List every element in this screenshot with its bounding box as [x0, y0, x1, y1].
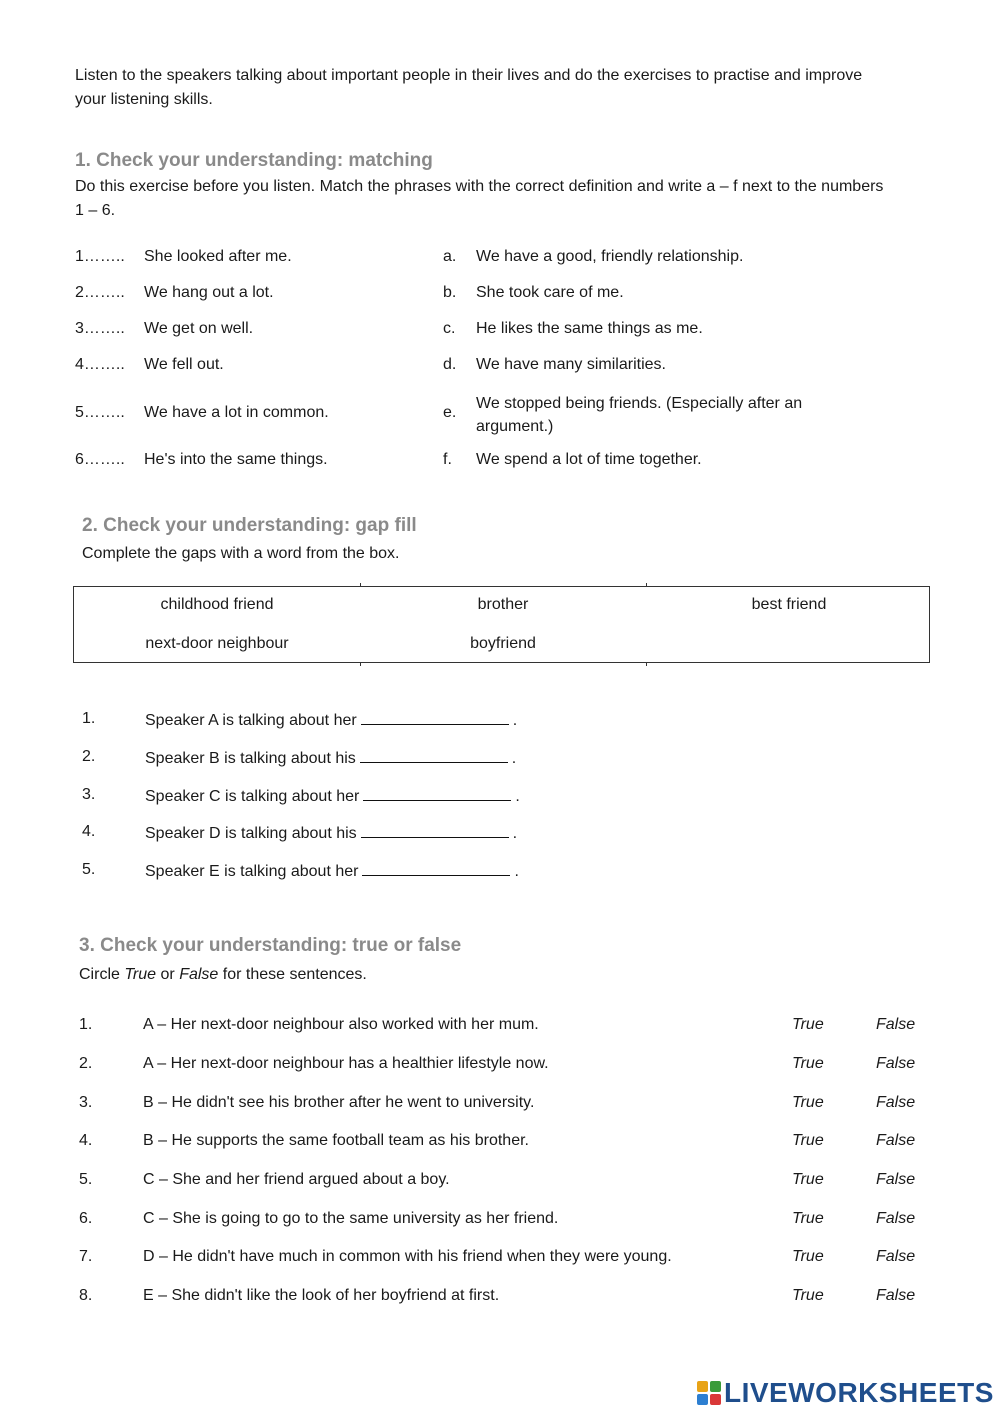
word-box-divider: [360, 583, 361, 587]
matching-definition: She took care of me.: [476, 284, 624, 301]
matching-row: [0, 284, 1000, 308]
matching-row: [0, 320, 1000, 344]
section1-instruction: Do this exercise before you listen. Match the phrases with the correct definition and write a – f next to the numbers 1 – 6.: [75, 178, 884, 219]
gap-fill-sentence: Speaker C is talking about her: [145, 788, 360, 805]
false-option[interactable]: False: [876, 1132, 916, 1149]
gap-fill-blank[interactable]: [360, 748, 508, 763]
false-option[interactable]: False: [876, 1248, 916, 1265]
true-false-row: [0, 1210, 1000, 1234]
matching-number[interactable]: 1……..: [75, 248, 125, 265]
matching-letter: d.: [443, 356, 457, 373]
matching-number[interactable]: 2……..: [75, 284, 125, 301]
gap-fill-end: .: [514, 863, 519, 880]
section3-heading: 3. Check your understanding: true or false: [79, 935, 462, 956]
word-box-item: childhood friend: [160, 596, 274, 613]
gap-fill-end: .: [512, 712, 518, 729]
matching-letter: a.: [443, 248, 457, 265]
tf-number: 5.: [79, 1171, 93, 1188]
gap-fill-sentence: Speaker B is talking about his: [145, 750, 356, 767]
gap-fill-end: .: [511, 750, 517, 767]
word-box-divider: [646, 662, 647, 666]
matching-row: [0, 395, 1000, 435]
false-option[interactable]: False: [876, 1055, 916, 1072]
true-false-row: [0, 1248, 1000, 1272]
gap-fill-row: [0, 786, 1000, 810]
gap-fill-number: 5.: [82, 861, 96, 878]
true-false-row: [0, 1094, 1000, 1118]
true-option[interactable]: True: [792, 1094, 824, 1111]
tf-number: 3.: [79, 1094, 93, 1111]
word-box-item: next-door neighbour: [145, 635, 289, 652]
gap-fill-number: 3.: [82, 786, 96, 803]
gap-fill-row: [0, 748, 1000, 772]
word-box-item: brother: [477, 596, 529, 613]
tf-statement: C – She is going to go to the same university as her friend.: [143, 1210, 559, 1227]
matching-letter: c.: [443, 320, 456, 337]
true-false-row: [0, 1171, 1000, 1195]
gap-fill-blank[interactable]: [363, 786, 511, 801]
true-false-row: [0, 1287, 1000, 1311]
logo-square-icon: [697, 1381, 708, 1392]
true-option[interactable]: True: [792, 1055, 824, 1072]
word-box-item: boyfriend: [470, 635, 536, 652]
tf-statement: C – She and her friend argued about a boy.: [143, 1171, 450, 1188]
matching-phrase: We fell out.: [144, 356, 224, 373]
matching-phrase: We get on well.: [144, 320, 254, 337]
gap-fill-blank[interactable]: [361, 823, 509, 838]
gap-fill-end: .: [512, 825, 518, 842]
tf-statement: E – She didn't like the look of her boyfriend at first.: [143, 1287, 500, 1304]
true-false-row: [0, 1132, 1000, 1156]
gap-fill-blank[interactable]: [361, 710, 509, 725]
true-option[interactable]: True: [792, 1016, 824, 1033]
gap-fill-number: 4.: [82, 823, 96, 840]
section2-heading: 2. Check your understanding: gap fill: [82, 515, 417, 536]
gap-fill-row: [0, 823, 1000, 847]
gap-fill-sentence: Speaker A is talking about her: [145, 712, 357, 729]
instruction-false: False: [179, 966, 219, 983]
tf-number: 2.: [79, 1055, 93, 1072]
logo-square-icon: [710, 1394, 721, 1405]
matching-number[interactable]: 3……..: [75, 320, 125, 337]
false-option[interactable]: False: [876, 1171, 916, 1188]
matching-definition: We spend a lot of time together.: [476, 451, 702, 468]
gap-fill-sentence: Speaker D is talking about his: [145, 825, 357, 842]
gap-fill-row: [0, 710, 1000, 734]
tf-number: 4.: [79, 1132, 93, 1149]
logo-mark-icon: [697, 1381, 721, 1405]
gap-fill-number: 1.: [82, 710, 96, 727]
matching-letter: f.: [443, 451, 452, 468]
matching-definition: He likes the same things as me.: [476, 320, 703, 337]
tf-statement: B – He supports the same football team as his brother.: [143, 1132, 529, 1149]
gap-fill-sentence: Speaker E is talking about her: [145, 863, 359, 880]
matching-phrase: He's into the same things.: [144, 451, 328, 468]
matching-definition: We have many similarities.: [476, 356, 666, 373]
word-box-divider: [360, 662, 361, 666]
logo-text: LIVEWORKSHEETS: [724, 1377, 994, 1408]
true-false-row: [0, 1055, 1000, 1079]
word-box-divider: [646, 583, 647, 587]
tf-statement: A – Her next-door neighbour has a healthier lifestyle now.: [143, 1055, 549, 1072]
gap-fill-row: [0, 861, 1000, 885]
true-option[interactable]: True: [792, 1210, 824, 1227]
matching-definition: We have a good, friendly relationship.: [476, 248, 744, 265]
tf-statement: D – He didn't have much in common with his friend when they were young.: [143, 1248, 672, 1265]
gap-fill-number: 2.: [82, 748, 96, 765]
intro-text: Listen to the speakers talking about important people in their lives and do the exercises to practise and improve your listening skills.: [75, 67, 863, 108]
instruction-true: True: [124, 966, 157, 983]
tf-number: 8.: [79, 1287, 93, 1304]
tf-statement: B – He didn't see his brother after he went to university.: [143, 1094, 535, 1111]
section3-instruction: [79, 963, 367, 987]
word-box-item: best friend: [751, 596, 827, 613]
gap-fill-blank[interactable]: [362, 861, 510, 876]
matching-row: [0, 356, 1000, 380]
instruction-text: or: [156, 966, 180, 983]
matching-phrase: We hang out a lot.: [144, 284, 274, 301]
matching-phrase: She looked after me.: [144, 248, 292, 265]
tf-number: 1.: [79, 1016, 93, 1033]
false-option[interactable]: False: [876, 1210, 916, 1227]
matching-row: [0, 248, 1000, 272]
true-option[interactable]: True: [792, 1171, 824, 1188]
false-option[interactable]: False: [876, 1094, 916, 1111]
section2-instruction: Complete the gaps with a word from the box.: [82, 545, 400, 562]
liveworksheets-logo: [697, 1376, 994, 1410]
word-box: [73, 586, 930, 663]
tf-number: 7.: [79, 1248, 93, 1265]
true-option[interactable]: True: [792, 1287, 824, 1304]
matching-number[interactable]: 4……..: [75, 356, 125, 373]
logo-square-icon: [710, 1381, 721, 1392]
false-option[interactable]: False: [876, 1016, 916, 1033]
matching-phrase: We have a lot in common.: [144, 404, 329, 421]
matching-row: [0, 451, 1000, 475]
instruction-text: for these sentences.: [218, 966, 367, 983]
tf-statement: A – Her next-door neighbour also worked with her mum.: [143, 1016, 539, 1033]
matching-letter: b.: [443, 284, 457, 301]
true-option[interactable]: True: [792, 1248, 824, 1265]
matching-letter: e.: [443, 404, 457, 421]
matching-number[interactable]: 5……..: [75, 404, 125, 421]
tf-number: 6.: [79, 1210, 93, 1227]
section1-heading: 1. Check your understanding: matching: [75, 150, 433, 171]
matching-definition: We stopped being friends. (Especially after an argument.): [476, 395, 803, 435]
true-false-row: [0, 1016, 1000, 1040]
gap-fill-end: .: [515, 788, 520, 805]
true-option[interactable]: True: [792, 1132, 824, 1149]
instruction-text: Circle: [79, 966, 125, 983]
logo-square-icon: [697, 1394, 708, 1405]
false-option[interactable]: False: [876, 1287, 916, 1304]
matching-number[interactable]: 6……..: [75, 451, 125, 468]
